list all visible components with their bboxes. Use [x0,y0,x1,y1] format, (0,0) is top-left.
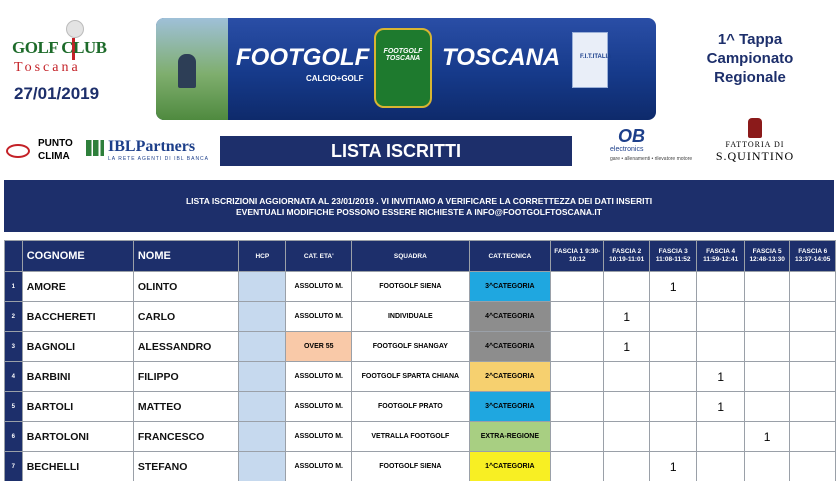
row-slot-3 [649,362,696,392]
row-slot-5 [744,332,790,362]
row-age-category: ASSOLUTO M. [286,452,352,481]
header-name: NOME [133,241,238,272]
row-slot-6 [790,392,836,422]
row-slot-4: 1 [697,362,744,392]
golf-ball-icon [66,20,84,38]
row-name: FILIPPO [133,362,238,392]
header-age-category: CAT. ETA' [286,241,352,272]
row-slot-4 [697,452,744,481]
row-surname: BECHELLI [22,452,133,481]
row-slot-2: 1 [604,302,650,332]
lista-iscritti-title: LISTA ISCRITTI [220,136,572,166]
table-row [5,422,836,452]
row-age-category: ASSOLUTO M. [286,422,352,452]
row-number: 3 [5,332,23,362]
table-header-row [5,241,836,272]
row-slot-6 [790,302,836,332]
table-row [5,392,836,422]
header-slot-4: FASCIA 4 11:59-12:41 [697,241,744,272]
row-slot-3: 1 [649,452,696,481]
row-name: ALESSANDRO [133,332,238,362]
row-number: 4 [5,362,23,392]
row-slot-3 [649,392,696,422]
header-hcp: HCP [239,241,286,272]
stage-title [680,30,820,87]
row-tech-category: 4^CATEGORIA [469,332,550,362]
row-slot-2 [604,452,650,481]
row-surname: BARBINI [22,362,133,392]
row-hcp [239,422,286,452]
row-hcp [239,332,286,362]
footgolf-toscana-badge-icon [374,28,432,108]
row-slot-1 [551,362,604,392]
header-team: SQUADRA [352,241,470,272]
registrations-table [4,240,836,481]
punto-clima-logo [6,138,86,168]
row-team: FOOTGOLF SIENA [352,452,470,481]
row-slot-3 [649,332,696,362]
banner-title-left: FOOTGOLF [236,44,370,71]
ob-electronics-logo [606,126,696,170]
punto-clima-icon [6,144,30,158]
row-tech-category: 3^CATEGORIA [469,272,550,302]
row-tech-category: 2^CATEGORIA [469,362,550,392]
table-row [5,452,836,481]
banner-subtitle: CALCIO+GOLF [306,74,364,83]
row-slot-1 [551,332,604,362]
row-number: 7 [5,452,23,481]
row-tech-category: 3^CATEGORIA [469,392,550,422]
header-index [5,241,23,272]
row-slot-2 [604,272,650,302]
ibl-partners-tagline: LA RETE AGENTI DI IBL BANCA [108,156,210,162]
header-slot-6: FASCIA 6 13:37-14:05 [790,241,836,272]
row-tech-category: 4^CATEGORIA [469,302,550,332]
row-hcp [239,272,286,302]
row-slot-5 [744,302,790,332]
ibl-partners-icon [86,140,104,156]
table-row [5,302,836,332]
row-slot-5 [744,272,790,302]
header-slot-3: FASCIA 3 11:08-11:52 [649,241,696,272]
stage-title-line1: 1^ Tappa [717,31,783,48]
row-hcp [239,302,286,332]
header-slot-2: FASCIA 2 10:19-11:01 [604,241,650,272]
update-notice [4,180,834,232]
bottle-icon [748,118,762,138]
fattoria-quintino-logo [708,118,802,168]
row-slot-5 [744,452,790,481]
row-surname: AMORE [22,272,133,302]
row-number: 2 [5,302,23,332]
header-surname: COGNOME [22,241,133,272]
notice-line1: LISTA ISCRIZIONI AGGIORNATA AL 23/01/2019 . VI INVITIAMO A VERIFICARE LA CORRETTEZZA DEI DATI INSERITI [185,196,653,206]
row-name: MATTEO [133,392,238,422]
row-surname: BAGNOLI [22,332,133,362]
row-name: CARLO [133,302,238,332]
banner-photo [156,18,228,120]
punto-clima-line1: PUNTO [38,138,73,149]
row-hcp [239,452,286,481]
row-age-category: ASSOLUTO M. [286,302,352,332]
player-figure-icon [178,54,196,88]
banner-title-right: TOSCANA [442,44,561,71]
table-row [5,332,836,362]
row-tech-category: EXTRA-REGIONE [469,422,550,452]
header-slot-5: FASCIA 5 12:48-13:30 [744,241,790,272]
footgolf-toscana-banner [156,18,656,120]
row-slot-2 [604,392,650,422]
row-team: INDIVIDUALE [352,302,470,332]
row-slot-3: 1 [649,272,696,302]
row-slot-5 [744,362,790,392]
notice-line2: EVENTUALI MODIFICHE POSSONO ESSERE RICHIESTE A INFO@FOOTGOLFTOSCANA.IT [236,207,602,217]
header-tech-category: CAT.TECNICA [469,241,550,272]
table-row [5,272,836,302]
row-slot-4 [697,332,744,362]
golf-club-toscana-logo [10,36,130,84]
punto-clima-line2: CLIMA [38,151,70,162]
row-team: FOOTGOLF SHANGAY [352,332,470,362]
row-surname: BARTOLONI [22,422,133,452]
row-slot-3 [649,422,696,452]
quintino-line1: FATTORIA DI [725,140,785,149]
ibl-partners-logo [86,136,216,166]
federation-logo-icon [572,32,608,88]
row-slot-6 [790,272,836,302]
event-date: 27/01/2019 [14,84,100,103]
row-slot-6 [790,332,836,362]
banner-badge-text: FOOTGOLF TOSCANA [383,48,423,62]
row-slot-5: 1 [744,422,790,452]
row-slot-2 [604,422,650,452]
golf-club-logo-subtitle: Toscana [14,60,81,75]
row-name: OLINTO [133,272,238,302]
header-slot-1: FASCIA 1 9:30-10:12 [551,241,604,272]
row-slot-2: 1 [604,332,650,362]
row-slot-6 [790,452,836,481]
quintino-line2: S.QUINTINO [715,149,795,163]
row-slot-1 [551,452,604,481]
row-slot-4 [697,302,744,332]
row-number: 6 [5,422,23,452]
row-slot-6 [790,362,836,392]
golf-club-logo-title: GOLF CLUB [12,38,107,57]
row-age-category: ASSOLUTO M. [286,392,352,422]
row-slot-4 [697,272,744,302]
row-surname: BARTOLI [22,392,133,422]
row-team: VETRALLA FOOTGOLF [352,422,470,452]
row-surname: BACCHERETI [22,302,133,332]
row-team: FOOTGOLF SPARTA CHIANA [352,362,470,392]
table-row [5,362,836,392]
row-age-category: ASSOLUTO M. [286,272,352,302]
row-slot-3 [649,302,696,332]
federation-logo-text: F.I.T.ITALIA [580,54,612,60]
row-slot-1 [551,302,604,332]
row-slot-6 [790,422,836,452]
ob-logo-line: electronics [610,146,644,153]
row-age-category: OVER 55 [286,332,352,362]
row-name: FRANCESCO [133,422,238,452]
stage-title-line3: Regionale [714,69,786,86]
row-slot-4: 1 [697,392,744,422]
row-age-category: ASSOLUTO M. [286,362,352,392]
row-slot-1 [551,422,604,452]
stage-title-line2: Campionato [706,50,794,67]
row-team: FOOTGOLF SIENA [352,272,470,302]
row-team: FOOTGOLF PRATO [352,392,470,422]
row-number: 1 [5,272,23,302]
row-slot-1 [551,272,604,302]
row-tech-category: 1^CATEGORIA [469,452,550,481]
row-number: 5 [5,392,23,422]
ob-logo-small: gare • allenamenti • rilevatore motore [610,156,693,162]
row-hcp [239,362,286,392]
row-slot-4 [697,422,744,452]
ibl-partners-name: IBLPartners [108,138,196,155]
row-hcp [239,392,286,422]
ob-logo-mark: OB [618,126,645,146]
row-name: STEFANO [133,452,238,481]
row-slot-1 [551,392,604,422]
row-slot-2 [604,362,650,392]
row-slot-5 [744,392,790,422]
